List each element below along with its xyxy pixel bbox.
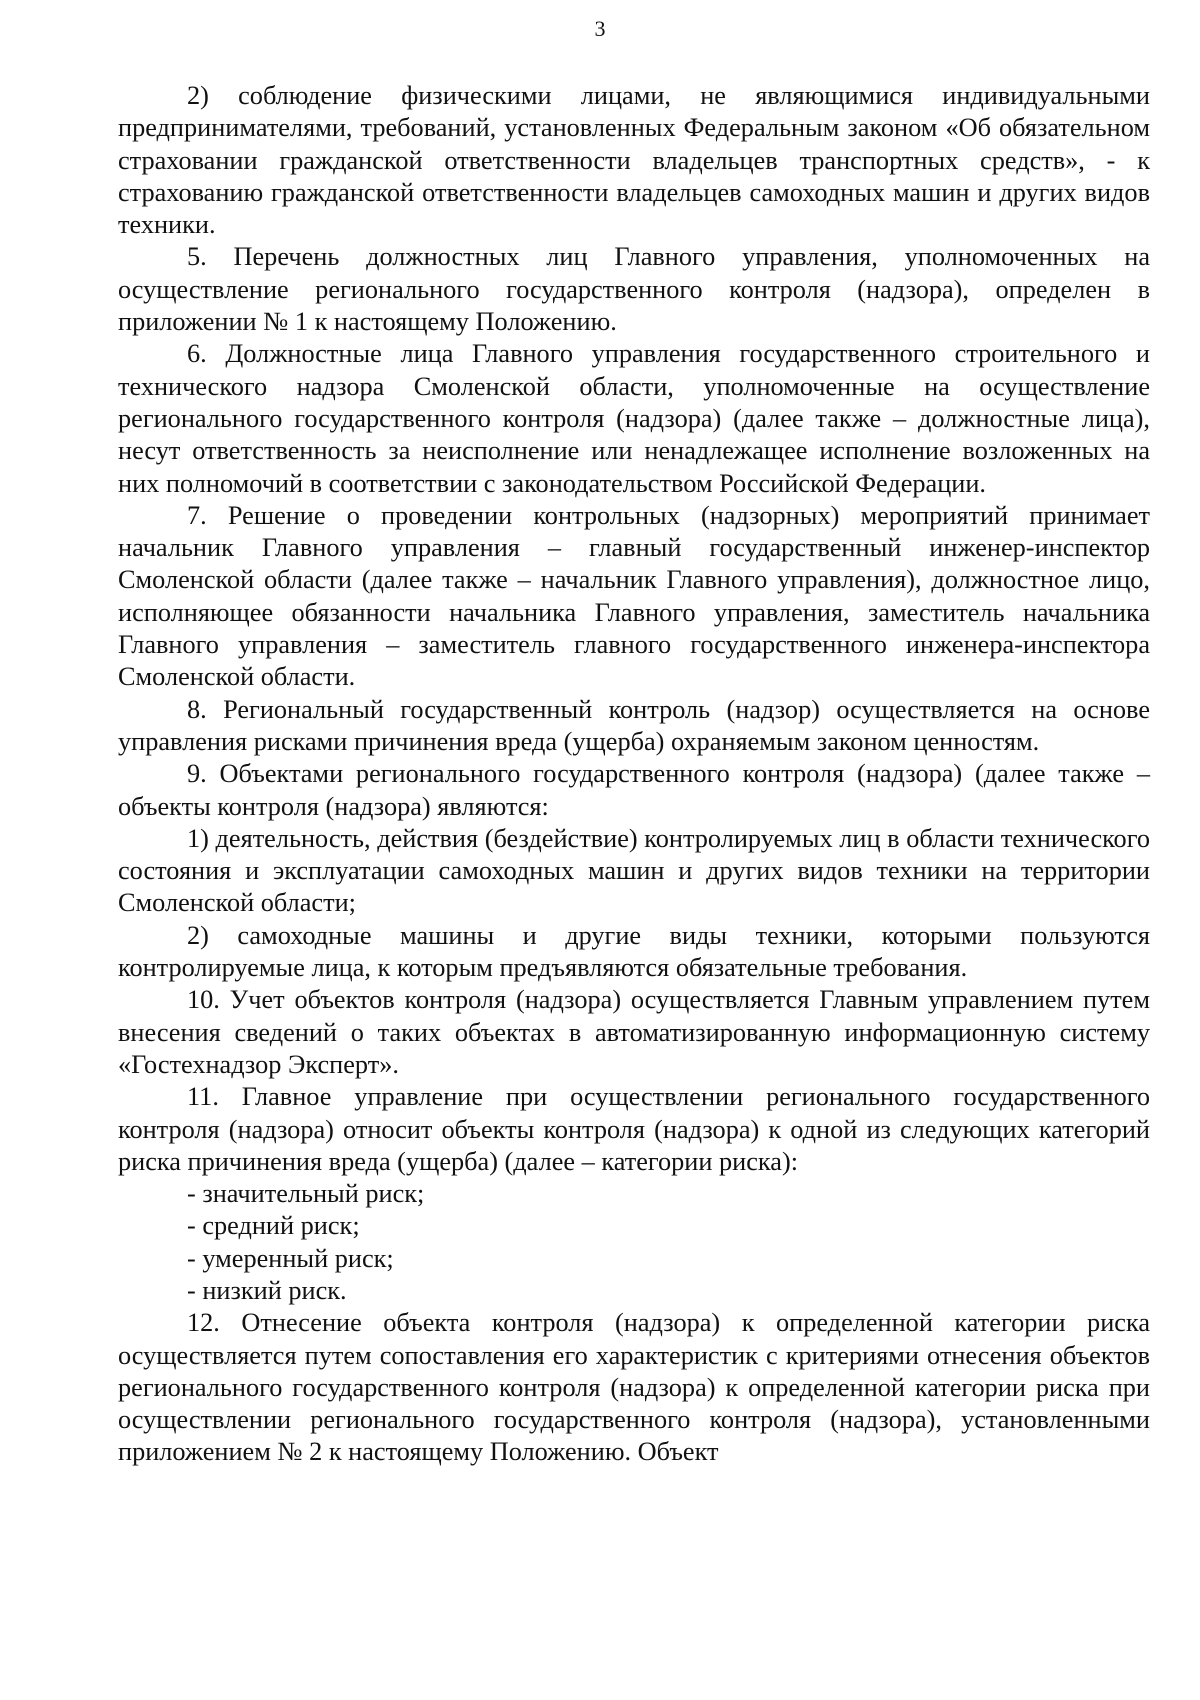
paragraph-11-risk-categories: 11. Главное управление при осуществлении регионального государственного контроля (надзора) относит объекты контроля (надзора) к одной из следующих категорий риска причинения вреда (ущерба) (далее – категории риска): <box>118 1082 1150 1176</box>
paragraph-6-responsibility: 6. Должностные лица Главного управления государственного строительного и технического надзора Смоленской области, уполномоченные на осуществление регионального государственного контроля (надзора) (далее также – должностные лица), несут ответственность за неисполнение или ненадлежащее исполнение возложенных на них полномочий в соответствии с законодательством Российской Федерации. <box>118 339 1150 498</box>
paragraph-8-risk-management: 8. Региональный государственный контроль (надзор) осуществляется на основе управления рисками причинения вреда (ущерба) охраняемым законом ценностям. <box>118 694 1150 756</box>
paragraph-10-accounting: 10. Учет объектов контроля (надзора) осуществляется Главным управлением путем внесения сведений о таких объектах в автоматизированную информационную систему «Гостехнадзор Эксперт». <box>118 985 1150 1079</box>
paragraph-5-officials-list: 5. Перечень должностных лиц Главного управления, уполномоченных на осуществление регионального государственного контроля (надзора), определен в приложении № 1 к настоящему Положению. <box>118 242 1150 337</box>
risk-category-moderate: - умеренный риск; <box>187 1243 394 1273</box>
risk-category-low: - низкий риск. <box>187 1275 347 1305</box>
page-number: 3 <box>594 16 606 41</box>
paragraph-9-objects: 9. Объектами регионального государственного контроля (надзора) (далее также – объекты контроля (надзора) являются: <box>118 759 1150 821</box>
paragraph-2-insurance: 2) соблюдение физическими лицами, не являющимися индивидуальными предпринимателями, требований, установленных Федеральным законом «Об обязательном страховании гражданской ответственности владельцев транспортных средств», - к страхованию гражданской ответственности владельцев самоходных машин и других видов техники. <box>118 81 1150 240</box>
paragraph-9-item-2: 2) самоходные машины и другие виды техники, которыми пользуются контролируемые лица, к которым предъявляются обязательные требования. <box>118 920 1150 983</box>
document-body <box>118 80 1150 1469</box>
paragraph-12-assignment: 12. Отнесение объекта контроля (надзора) к определенной категории риска осуществляется путем сопоставления его характеристик с критериями отнесения объектов регионального государственного контроля (надзора) к определенной категории риска при осуществлении регионального государственного контроля (надзора), установленными приложением № 2 к настоящему Положению. Объект <box>118 1308 1150 1467</box>
risk-category-medium: - средний риск; <box>187 1211 360 1241</box>
risk-category-significant: - значительный риск; <box>187 1179 425 1209</box>
paragraph-7-decision: 7. Решение о проведении контрольных (надзорных) мероприятий принимает начальник Главного управления – главный государственный инженер-инспектор Смоленской области (далее также – начальник Главного управления), должностное лицо, исполняющее обязанности начальника Главного управления, заместитель начальника Главного управления – заместитель главного государственного инженера-инспектора Смоленской области. <box>118 500 1150 692</box>
paragraph-9-item-1: 1) деятельность, действия (бездействие) контролируемых лиц в области технического состояния и эксплуатации самоходных машин и других видов техники на территории Смоленской области; <box>118 823 1150 918</box>
